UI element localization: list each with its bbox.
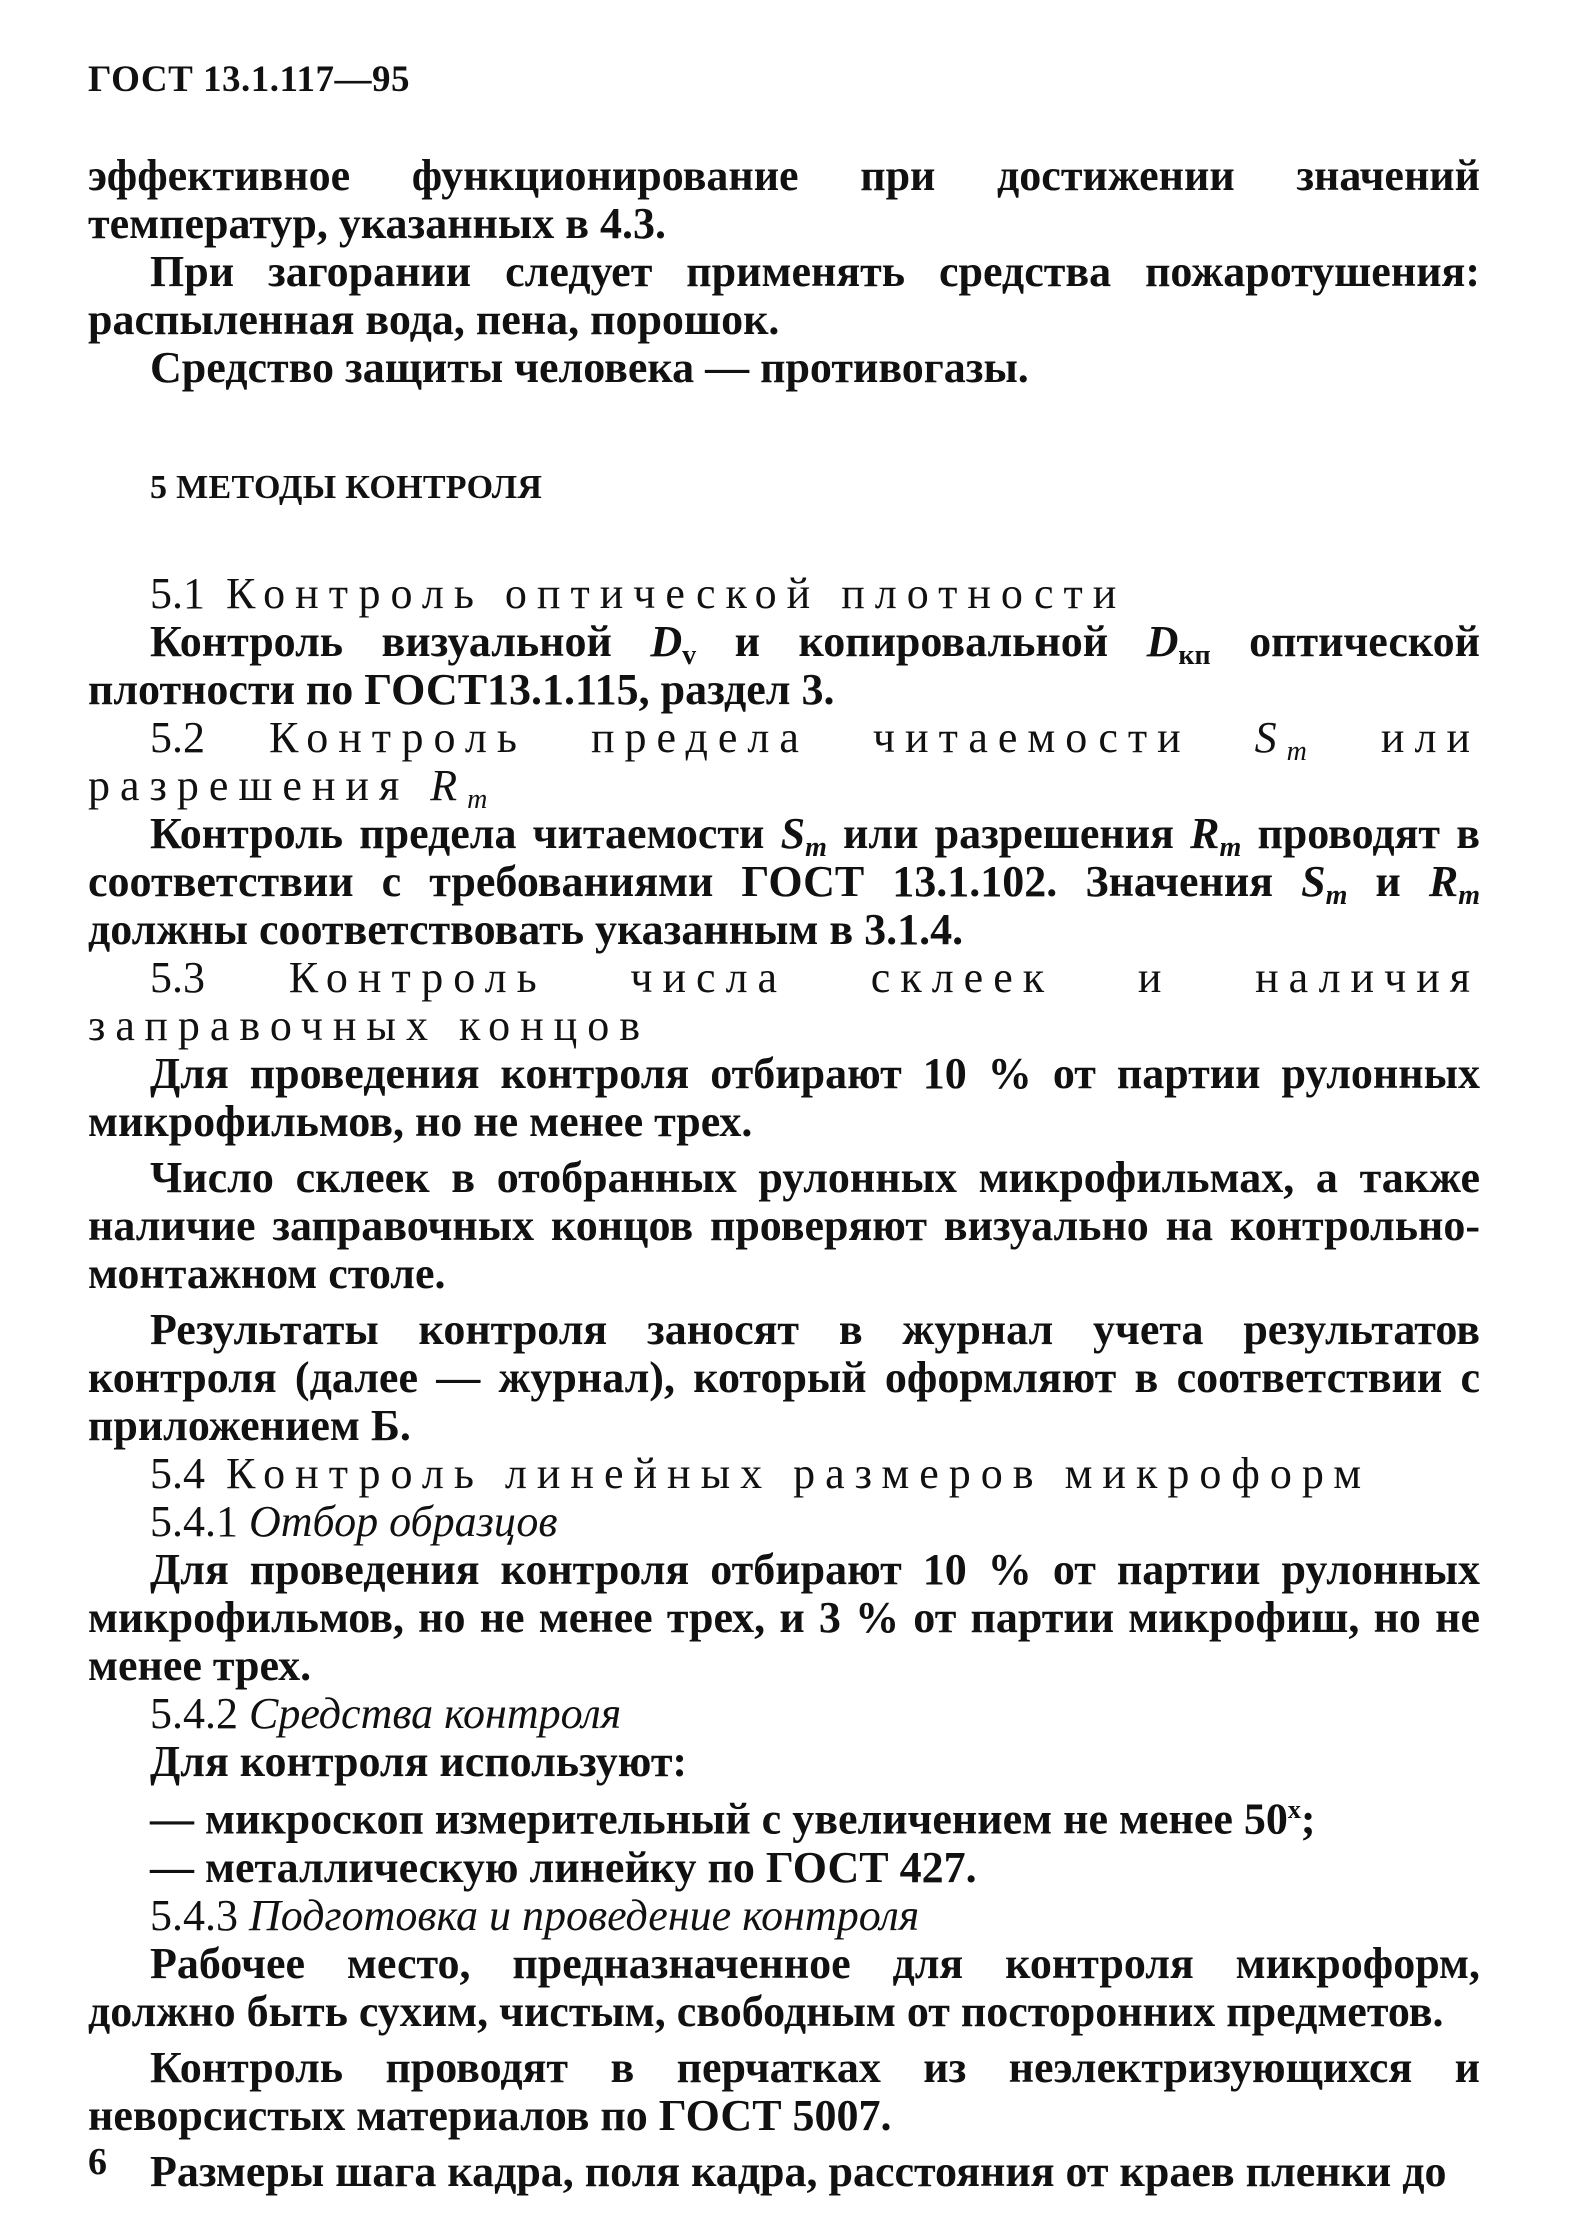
text-fragment: проводят в соответствии с требованиями ГОСТ 13.1.102. Значения — [88, 809, 1480, 906]
subsection-5-4-2-paragraph: Для контроля используют: — [150, 1737, 688, 1786]
document-header: ГОСТ 13.1.117—95 — [88, 59, 410, 100]
symbol-r: R — [430, 761, 468, 810]
symbol-subscript: m — [467, 784, 498, 815]
symbol-subscript: кп — [1178, 640, 1211, 671]
subsection-number: 5.4.2 — [150, 1689, 238, 1738]
subsection-5-2-heading — [88, 713, 1480, 815]
superscript: x — [1287, 1795, 1301, 1824]
subsection-number: 5.3 — [150, 953, 205, 1002]
subsection-number: 5.4.1 — [150, 1497, 238, 1546]
subsection-title: Контроль оптической плотности — [226, 569, 1127, 618]
list-item: — металлическую линейку по ГОСТ 427. — [150, 1842, 977, 1892]
symbol-d: D — [1146, 617, 1179, 666]
subsection-5-3-paragraph-3: Результаты контроля заносят в журнал учета результатов контроля (далее — журнал), который оформляют в соответствии с приложением Б. — [88, 1305, 1480, 1450]
subsection-5-3-paragraph-1: Для проведения контроля отбирают 10 % от партии рулонных микрофильмов, но не менее трех. — [88, 1049, 1480, 1146]
symbol-subscript: m — [1458, 880, 1480, 911]
symbol-subscript: m — [1286, 736, 1317, 767]
subsection-number: 5.4.3 — [150, 1890, 238, 1940]
subsection-number: 5.1 — [150, 569, 205, 618]
list-item — [88, 1786, 1480, 1844]
subsection-title: Контроль линейных размеров микроформ — [226, 1449, 1372, 1498]
subsection-number: 5.2 — [150, 713, 205, 762]
text-fragment: — микроскоп измерительный с увеличением не менее 50 — [150, 1794, 1288, 1844]
subsection-title: Отбор образцов — [249, 1497, 558, 1546]
subsection-5-4-heading — [88, 1450, 1480, 1498]
subsection-5-1-heading — [88, 570, 1480, 618]
intro-paragraph-3: Средство защиты человека — противогазы. — [150, 343, 1029, 392]
subsection-5-3-heading — [88, 954, 1480, 1050]
symbol-subscript: m — [805, 832, 827, 863]
subsection-5-4-1-paragraph: Для проведения контроля отбирают 10 % от партии рулонных микрофильмов, но не менее трех, и 3 % от партии микрофиш, но не менее трех. — [88, 1545, 1480, 1690]
subsection-title: Контроль числа склеек и наличия заправочных концов — [88, 953, 1480, 1050]
subsection-title-part: Контроль предела читаемости — [269, 713, 1255, 762]
symbol-s: S — [780, 809, 806, 858]
subsection-title: Средства контроля — [249, 1689, 622, 1738]
subsection-5-4-2-heading — [88, 1690, 1480, 1738]
subsection-number: 5.4 — [150, 1449, 205, 1498]
section-5-title: 5 МЕТОДЫ КОНТРОЛЯ — [150, 469, 543, 506]
intro-paragraph-2: При загорании следует применять средства пожаротушения: распыленная вода, пена, порошок. — [88, 247, 1480, 344]
subsection-5-4-1-heading — [88, 1498, 1480, 1546]
symbol-r: R — [1428, 857, 1459, 906]
page-number: 6 — [88, 2141, 107, 2183]
symbol-s: S — [1254, 713, 1287, 762]
text-fragment: Контроль предела читаемости — [150, 809, 781, 858]
symbol-d: D — [650, 617, 683, 666]
subsection-5-1-text — [88, 618, 1480, 714]
document-body — [88, 152, 1480, 2196]
text-fragment: оптической плотности по ГОСТ13.1.115, раздел 3. — [88, 617, 1480, 714]
text-fragment: или разрешения — [826, 809, 1191, 858]
subsection-5-4-3-heading — [88, 1892, 1480, 1940]
intro-paragraph-1: эффективное функционирование при достижении значений температур, указанных в 4.3. — [88, 151, 1480, 248]
text-fragment: должны соответствовать указанным в 3.1.4. — [88, 905, 964, 954]
text-fragment: и — [1347, 857, 1429, 906]
symbol-subscript: v — [682, 640, 697, 671]
symbol-s: S — [1301, 857, 1326, 906]
subsection-title: Подготовка и проведение контроля — [249, 1890, 920, 1940]
symbol-subscript: m — [1219, 832, 1242, 863]
text-fragment: Контроль визуальной — [150, 617, 651, 666]
subsection-title-part: или разрешения — [88, 713, 1480, 810]
text-fragment: и копировальной — [696, 617, 1147, 666]
subsection-5-3-paragraph-2: Число склеек в отобранных рулонных микрофильмах, а также наличие заправочных концов проверяют визуально на контрольно-монтажном столе. — [88, 1153, 1480, 1298]
symbol-subscript: m — [1325, 880, 1348, 911]
subsection-5-2-text — [88, 810, 1480, 954]
subsection-5-4-3-paragraph-1: Рабочее место, предназначенное для контроля микроформ, должно быть сухим, чистым, свободным от посторонних предметов. — [88, 1938, 1480, 2036]
subsection-5-4-3-paragraph-3: Размеры шага кадра, поля кадра, расстояния от краев пленки до — [150, 2146, 1447, 2196]
text-fragment: ; — [1300, 1794, 1316, 1844]
symbol-r: R — [1190, 809, 1220, 858]
subsection-5-4-3-paragraph-2: Контроль проводят в перчатках из неэлектризующихся и неворсистых материалов по ГОСТ 5007. — [88, 2042, 1480, 2140]
